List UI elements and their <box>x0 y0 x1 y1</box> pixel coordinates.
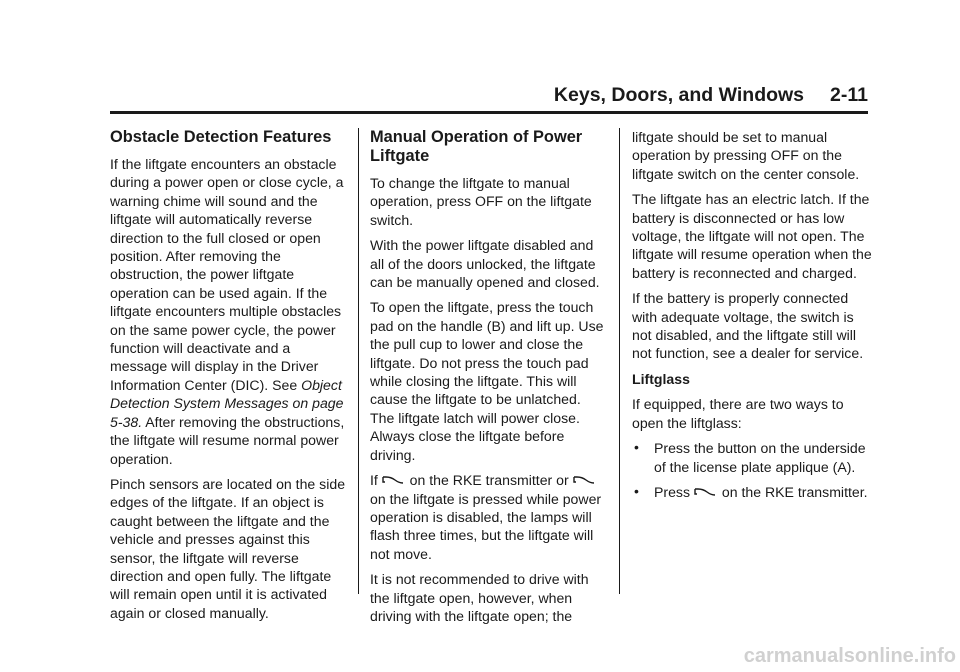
liftgate-button-icon <box>694 486 716 498</box>
list-item <box>632 483 872 501</box>
paragraph <box>110 155 350 468</box>
text: If the liftgate encounters an obstacle during a power open or close cycle, a warning chime will sound and the liftgate will automatically reverse direction to the full closed or open position. After removing the obstruction, the power liftgate operation can be used again. If the liftgate encounters multiple obstacles on the same power cycle, the power function will deactivate and a message will display in the Driver Information Center (DIC). See <box>110 156 344 393</box>
section-title: Keys, Doors, and Windows <box>553 84 805 106</box>
page-number: 2-11 <box>830 84 868 106</box>
column-3 <box>632 128 872 508</box>
text: on the liftgate is pressed while power operation is disabled, the lamps will flash three times, but the liftgate will not move. <box>370 490 602 562</box>
text: on the RKE transmitter or <box>405 472 573 489</box>
list-item: • Press the button on the underside of the license plate applique (A). <box>632 439 872 476</box>
paragraph: With the power liftgate disabled and all of the doors unlocked, the liftgate can be manually opened and closed. <box>370 237 600 291</box>
page-header <box>554 84 868 107</box>
column-divider <box>358 128 359 594</box>
cross-reference-link[interactable]: Object Detection System Messages on page 5-38. <box>110 376 344 430</box>
paragraph: To change the liftgate to manual operation, press OFF on the liftgate switch. <box>370 175 592 228</box>
paragraph: If equipped, there are two ways to open the liftglass: <box>632 396 844 431</box>
header-rule <box>110 111 868 114</box>
text: After removing the obstructions, the liftgate will resume normal power operation. <box>110 413 345 467</box>
text: If <box>370 472 382 489</box>
paragraph: To open the liftgate, press the touch pad on the handle (B) and lift up. Use the pull cup to lower and close the liftgate. Do not press the touch pad while closing the liftgate. This will cause the liftgate to be unlatched. The liftgate latch will power close. Always close the liftgate before driving. <box>370 299 604 463</box>
liftgate-button-icon <box>573 474 595 486</box>
watermark: carmanualsonline.info <box>743 645 956 667</box>
bullet-list <box>632 439 872 501</box>
liftgate-button-icon <box>382 474 404 486</box>
subheading-liftglass: Liftglass <box>632 370 690 387</box>
column-divider <box>619 128 620 594</box>
paragraph <box>370 471 608 563</box>
paragraph: If the battery is properly connected with adequate voltage, the switch is not disabled, and the liftgate still will not function, see a dealer for service. <box>632 290 864 362</box>
paragraph: Pinch sensors are located on the side edges of the liftgate. If an object is caught between the liftgate and the vehicle and presses against this sensor, the liftgate will reverse direction and open fully. The liftgate will remain open until it is activated again or closed manually. <box>110 475 346 621</box>
paragraph: The liftgate has an electric latch. If the battery is disconnected or has low voltage, the liftgate will not open. The liftgate will resume operation when the battery is reconnected and charged. <box>632 191 872 281</box>
column-2 <box>370 128 608 632</box>
text: on the RKE transmitter. <box>717 483 868 500</box>
paragraph: liftgate should be set to manual operation by pressing OFF on the liftgate switch on the center console. <box>632 129 860 182</box>
heading-obstacle-detection: Obstacle Detection Features <box>110 128 332 146</box>
column-1 <box>110 128 350 629</box>
text: Press <box>654 483 694 500</box>
heading-manual-operation: Manual Operation of Power Liftgate <box>370 128 583 165</box>
paragraph: It is not recommended to drive with the liftgate open, however, when driving with the liftgate open; the <box>370 571 589 624</box>
